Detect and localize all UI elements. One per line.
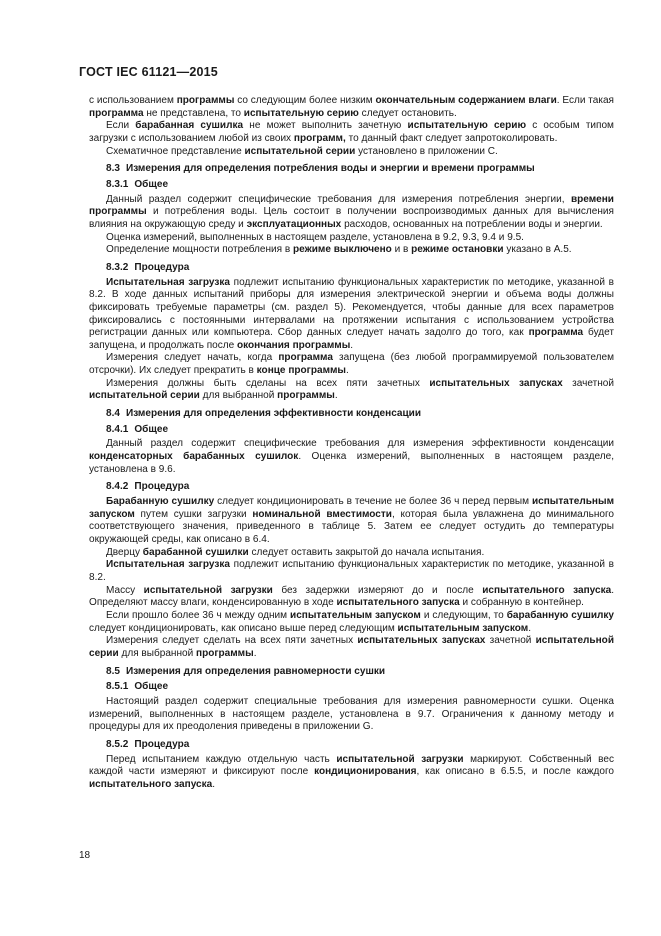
section-heading-8-3: 8.3 Измерения для определения потребления воды и энергии и времени программы xyxy=(106,163,535,175)
bold-term: испытательным запуском xyxy=(89,496,615,520)
bold-term: испытательную серию xyxy=(243,107,359,119)
subsection-heading-8-5-2: 8.5.2 Процедура xyxy=(106,738,190,750)
bold-term: программа xyxy=(528,327,584,339)
bold-term: эксплуатационных xyxy=(246,218,342,230)
paragraph: Испытательная загрузка подлежит испытанию функциональных характеристик по методике, указанной в 8.2. xyxy=(89,559,615,583)
bold-term: испытательной серии xyxy=(89,390,200,402)
subsection-heading-8-4-2: 8.4.2 Процедура xyxy=(106,481,190,493)
paragraph: Испытательная загрузка подлежит испытанию функциональных характеристик по методике, указанной в 8.2. В ходе данных испытаний приборы для измерения электрической энергии и объема воды должны фиксировать требуемые параметры (см. раздел 5). Рекомендуется, чтобы данные для всех параметров фиксировались с постоянными интервалами на протяжении испытания с использованием устройства регистрации данных или компьютера. Сбор данных следует начать задолго до того, как программа будет запущена, и продолжать после окончания программы. xyxy=(89,276,615,351)
paragraph: Если прошло более 36 ч между одним испытательным запуском и следующим, то барабанную сушилку следует кондиционировать, как описано выше перед следующим испытательным запуском. xyxy=(89,609,615,634)
bold-term: испытательной серии xyxy=(89,635,614,659)
paragraph: Определение мощности потребления в режиме выключено и в режиме остановки указано в А.5. xyxy=(106,244,572,256)
paragraph: Если барабанная сушилка не может выполнить зачетную испытательную серию с особым типом загрузки с использованием любой из своих программ, то данный факт следует запротоколировать. xyxy=(89,120,614,144)
subsection-heading-8-4-1: 8.4.1 Общее xyxy=(106,423,169,435)
bold-term: испытательной загрузки xyxy=(143,584,273,596)
subsection-heading-8-3-2: 8.3.2 Процедура xyxy=(106,261,190,273)
document-body xyxy=(89,95,614,791)
bold-term: программ, xyxy=(293,132,346,144)
bold-term: испытательную серию xyxy=(407,120,527,132)
section-heading-8-5: 8.5 Измерения для определения равномерности сушки xyxy=(106,665,386,677)
subsection-heading-8-5-1: 8.5.1 Общее xyxy=(106,681,169,693)
bold-term: программы xyxy=(277,390,335,402)
bold-term: программа xyxy=(89,107,144,119)
bold-term: Испытательная загрузка xyxy=(106,276,230,288)
subsection-heading-8-3-1: 8.3.1 Общее xyxy=(106,178,169,190)
section-heading-8-4: 8.4 Измерения для определения эффективности конденсации xyxy=(106,408,422,420)
paragraph: Настоящий раздел содержит специальные требования для измерения равномерности сушки. Оценка измерений, выполненных в настоящем разделе, установлена в 9.7. Ограничения к данному методу и процедуры для их преодоления приведены в приложении G. xyxy=(89,695,614,733)
paragraph: Измерения должны быть сделаны на всех пяти зачетных испытательных запусках зачетной испытательной серии для выбранной программы. xyxy=(89,377,614,402)
bold-term: программы xyxy=(196,647,254,659)
paragraph: Измерения следует начать, когда программа запущена (без любой программируемой пользователем отсрочки). Их следует прекратить в конце программы. xyxy=(89,352,614,377)
document-header: ГОСТ IEC 61121—2015 xyxy=(79,65,218,79)
bold-term: барабанная сушилка xyxy=(135,120,244,132)
bold-term: испытательных запусках xyxy=(429,377,563,389)
paragraph: Оценка измерений, выполненных в настоящем разделе, установлена в 9.2, 9.3, 9.4 и 9.5. xyxy=(106,231,524,243)
page-number: 18 xyxy=(79,850,91,861)
paragraph: Данный раздел содержит специфические требования для измерения эффективности конденсации конденсаторных барабанных сушилок. Оценка измерений, выполненных в настоящем разделе, установлена в 9.6. xyxy=(89,438,614,475)
bold-term: окончания программы xyxy=(237,339,351,351)
paragraph: Перед испытанием каждую отдельную часть испытательной загрузки маркируют. Собственный вес каждой части измеряют и фиксируют после кондиционирования, как описано в 6.5.5, и после каждого испытательного запуска. xyxy=(89,753,615,790)
bold-term: испытательного запуска xyxy=(482,584,612,596)
bold-term: испытательным запуском xyxy=(290,609,421,621)
bold-term: барабанной сушилки xyxy=(142,546,249,558)
bold-term: конце программы xyxy=(256,365,347,377)
bold-term: испытательных запусках xyxy=(357,635,486,647)
bold-term: барабанную сушилку xyxy=(506,609,615,621)
bold-term: окончательным содержанием влаги xyxy=(375,95,557,106)
bold-term: времени программы xyxy=(89,193,614,218)
bold-term: программа xyxy=(278,352,333,364)
bold-term: испытательного запуска xyxy=(89,778,213,790)
bold-term: программы xyxy=(176,95,235,106)
bold-term: испытательной серии xyxy=(244,145,356,157)
bold-term: испытательной загрузки xyxy=(336,753,464,765)
bold-term: кондиционирования xyxy=(314,766,417,778)
paragraph: Схематичное представление испытательной серии установлено в приложении С. xyxy=(106,145,498,157)
bold-term: номинальной вместимости xyxy=(252,508,392,520)
bold-term: режиме остановки xyxy=(411,244,504,256)
paragraph: с использованием программы со следующим более низким окончательным содержанием влаги. Если такая программа не представлена, то испытательную серию следует остановить. xyxy=(89,95,615,119)
paragraph: Дверцу барабанной сушилки следует оставить закрытой до начала испытания. xyxy=(106,546,485,558)
bold-term: испытательным запуском xyxy=(397,622,529,634)
paragraph: Данный раздел содержит специфические требования для измерения потребления энергии, времени программы и потребления воды. Цель состоит в получении воспроизводимых данных для вычисления влияния на окружающую среду и эксплуатационных расходов, основанных на потреблении воды и энергии. xyxy=(89,193,614,230)
bold-term: испытательного запуска xyxy=(336,597,460,609)
bold-term: конденсаторных барабанных сушилок xyxy=(89,451,299,463)
paragraph: Измерения следует сделать на всех пяти зачетных испытательных запусках зачетной испытательной серии для выбранной программы. xyxy=(89,635,614,659)
paragraph: Массу испытательной загрузки без задержки измеряют до и после испытательного запуска. Определяют массу влаги, конденсированную в ходе испытательного запуска и собранную в контейнер. xyxy=(89,584,614,609)
bold-term: режиме выключено xyxy=(293,244,392,256)
bold-term: Испытательная загрузка xyxy=(106,559,230,571)
bold-term: Барабанную сушилку xyxy=(106,496,215,508)
paragraph: Барабанную сушилку следует кондиционировать в течение не более 36 ч перед первым испытательным запуском путем сушки загрузки номинальной вместимости, которая была увлажнена до минимального соответствующего значения, приведенного в таблице 5. Затем ее следует остудить до температуры окружающей среды, как описано в 6.4. xyxy=(89,496,615,545)
